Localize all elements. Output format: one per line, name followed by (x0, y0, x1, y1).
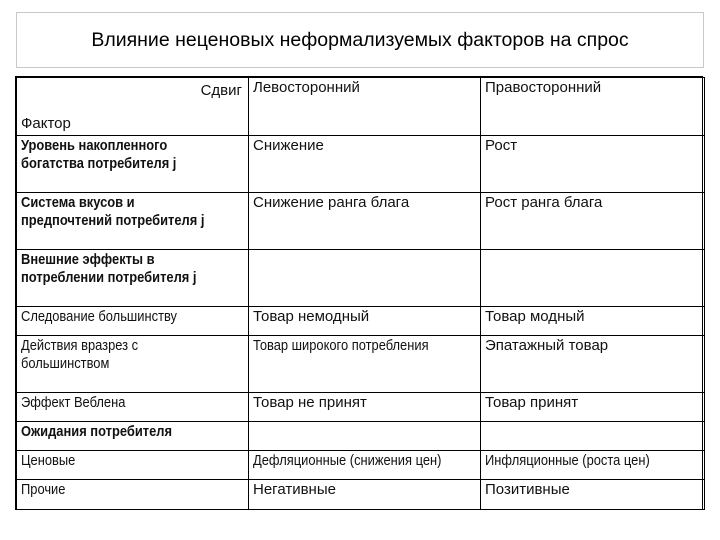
factor-cell: Система вкусов и предпочтений потребителя j (17, 193, 249, 250)
factor-cell: Эффект Веблена (17, 393, 249, 422)
factor-cell: Следование большинству (17, 307, 249, 336)
table-row (17, 336, 705, 393)
right-shift-cell (481, 250, 705, 307)
right-shift-cell: Позитивные (481, 480, 705, 510)
left-shift-cell: Товар широкого потребления (249, 336, 481, 393)
table-row (17, 422, 705, 451)
table-row (17, 451, 705, 480)
right-shift-cell: Рост ранга блага (481, 193, 705, 250)
left-shift-cell: Снижение (249, 136, 481, 193)
left-shift-cell: Товар не принят (249, 393, 481, 422)
table-row (17, 480, 705, 510)
corner-shift-label: Сдвиг (200, 82, 242, 99)
left-shift-cell: Дефляционные (снижения цен) (249, 451, 481, 480)
table-row (17, 307, 705, 336)
factor-cell: Прочие (17, 480, 249, 510)
right-shift-cell (481, 422, 705, 451)
factor-cell: Уровень накопленного богатства потребителя j (17, 136, 249, 193)
factors-table-container (15, 76, 703, 510)
table-row (17, 393, 705, 422)
factor-cell: Внешние эффекты в потреблении потребителя j (17, 250, 249, 307)
factors-table (16, 77, 705, 510)
left-shift-cell: Негативные (249, 480, 481, 510)
right-shift-cell: Рост (481, 136, 705, 193)
left-shift-cell: Снижение ранга блага (249, 193, 481, 250)
header-left-shift: Левосторонний (249, 78, 481, 136)
factor-cell: Действия вразрез с большинством (17, 336, 249, 393)
slide-title-box (16, 12, 704, 68)
right-shift-cell: Товар принят (481, 393, 705, 422)
table-row (17, 193, 705, 250)
right-shift-cell: Товар модный (481, 307, 705, 336)
right-shift-cell: Инфляционные (роста цен) (481, 451, 705, 480)
header-right-shift: Правосторонний (481, 78, 705, 136)
factor-cell: Ожидания потребителя (17, 422, 249, 451)
left-shift-cell (249, 250, 481, 307)
left-shift-cell (249, 422, 481, 451)
corner-cell (17, 78, 249, 136)
right-shift-cell: Эпатажный товар (481, 336, 705, 393)
table-row (17, 136, 705, 193)
table-header-row (17, 78, 705, 136)
left-shift-cell: Товар немодный (249, 307, 481, 336)
corner-factor-label: Фактор (21, 115, 71, 132)
table-row (17, 250, 705, 307)
factor-cell: Ценовые (17, 451, 249, 480)
slide-title: Влияние неценовых неформализуемых факторов на спрос (91, 28, 629, 51)
